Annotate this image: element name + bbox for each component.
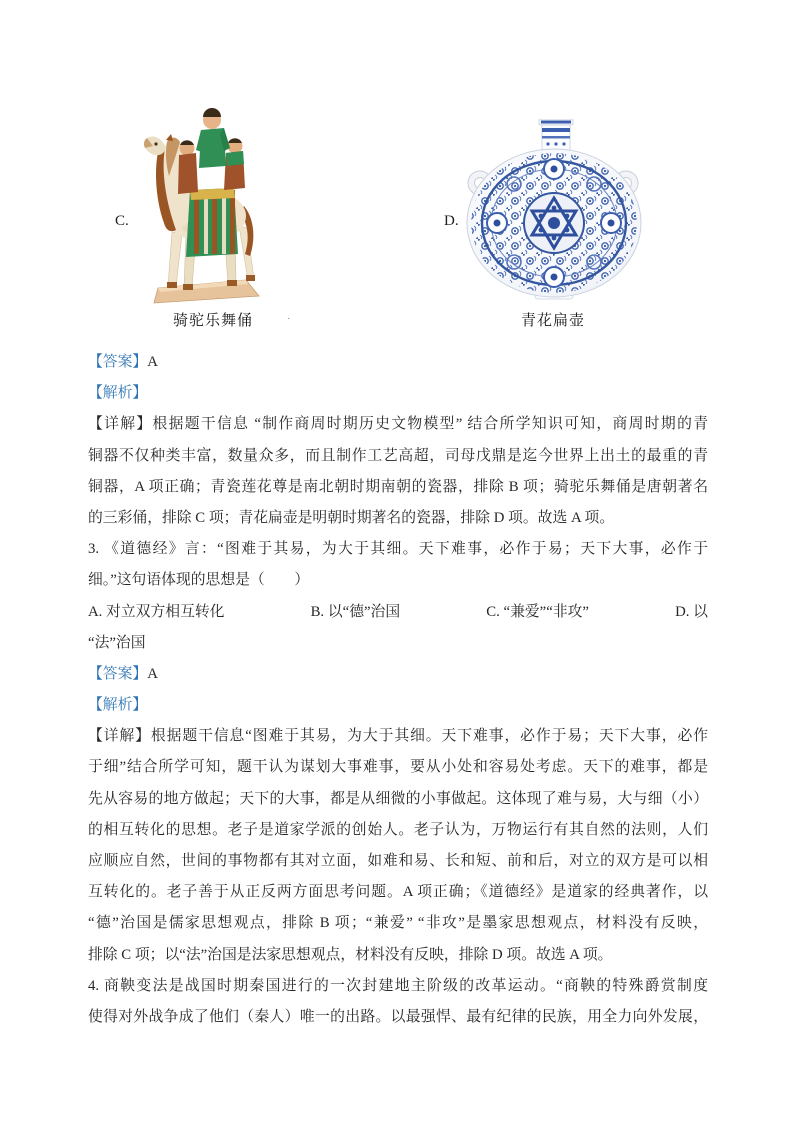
q2-detail-line: 的三彩俑，排除 C 项；青花扁壶是明朝时期著名的瓷器，排除 D 项。故选 A 项。 [88, 509, 615, 526]
q3-detail-line: 应顺应自然，世间的事物都有其对立面，如难和易、长和短、前和后，对立的双方是可以相 [88, 853, 708, 869]
document-text [88, 347, 708, 1033]
q3-analysis-label: 【解析】 [88, 697, 148, 714]
q3-options-row [88, 597, 708, 628]
answer-value: A [147, 665, 158, 682]
q3-detail-line: “德”治国是儒家思想观点，排除 B 项；“兼爱” “非攻”是墨家思想观点，材料没有反映， [88, 915, 708, 932]
option-c-caption: 骑驼乐舞俑 [172, 313, 253, 329]
q3-option-c: C. “兼爱”“非攻” [486, 603, 589, 620]
camel-figurine-image [140, 106, 268, 308]
q4-stem-line: 使得对外战争成了他们（秦人）唯一的出路。以最强悍、最有纪律的民族，用全力向外发展， [88, 1008, 708, 1025]
option-d-caption: 青花扁壶 [520, 313, 585, 329]
q3-option-d: D. 以 [675, 603, 708, 620]
q4-stem-line: 4. 商鞅变法是战国时期秦国进行的一次封建地主阶级的改革运动。“商鞅的特殊爵赏制度 [88, 977, 708, 994]
flask-central-medallion [524, 193, 584, 253]
option-d-label: D. [444, 213, 459, 229]
answer-bracket-label: 【答案】 [88, 665, 148, 682]
q3-detail-line: 的相互转化的思想。老子是道家学派的创始人。老子认为，万物运行有其自然的法则，人们 [88, 821, 708, 838]
q3-option-d-wrap: “法”治国 [88, 634, 146, 651]
q3-detail-line: 排除 C 项；以“法”治国是法家思想观点，材料没有反映，排除 D 项。故选 A 项。 [88, 946, 613, 963]
q3-option-a: A. 对立双方相互转化 [88, 603, 225, 620]
q2-detail-line: 【详解】根据题干信息 “制作商周时期历史文物模型” 结合所学知识可知，商周时期的青 [88, 416, 708, 433]
q3-detail-line: 【详解】根据题干信息“图难于其易，为大于其细。天下难事，必作于易；天下大事，必作 [88, 728, 708, 745]
q3-detail-line: 于细”结合所学可知，题干认为谋划大事难事，要从小处和容易处考虑。天下的难事，都是 [88, 759, 708, 776]
q2-analysis-label: 【解析】 [88, 385, 148, 402]
q3-option-b: B. 以“德”治国 [310, 603, 401, 620]
q3-stem-line: 3. 《道德经》言：“图难于其易，为大于其细。天下难事，必作于易；天下大事，必作于 [88, 541, 708, 558]
q3-detail-line: 互转化的。老子善于从正反两方面思考问题。A 项正确；《道德经》是道家的经典著作，以 [88, 884, 708, 901]
answer-value: A [147, 354, 158, 370]
q3-answer-line [88, 659, 708, 690]
q2-detail-line: 铜器，A 项正确；青瓷莲花尊是南北朝时期南朝的瓷器，排除 B 项；骑驼乐舞俑是唐朝著名 [88, 478, 708, 495]
q3-stem-line: 细。”这句语体现的思想是（ ） [88, 572, 310, 589]
q3-detail-line: 先从容易的地方做起；天下的大事，都是从细微的小事做起。这体现了难与易，大与细（小） [88, 790, 708, 807]
caption-artifact-mark: · [287, 313, 291, 325]
answer-bracket-label: 【答案】 [88, 354, 148, 370]
q2-detail-line: 铜器不仅种类丰富，数量众多，而且制作工艺高超，司母戊鼎是迄今世界上出土的最重的青 [88, 447, 708, 464]
option-c-label: C. [115, 213, 129, 229]
q2-answer-line [88, 347, 708, 378]
porcelain-flask-image [463, 119, 643, 300]
